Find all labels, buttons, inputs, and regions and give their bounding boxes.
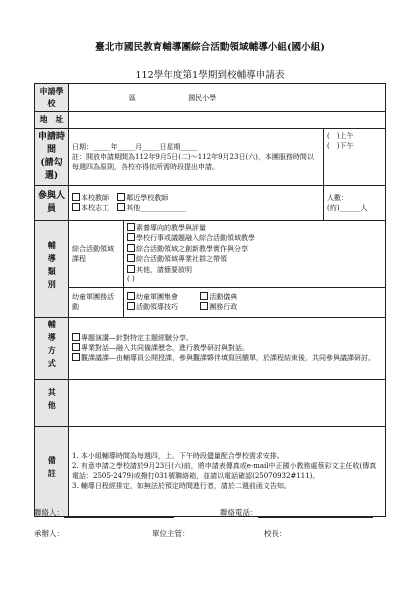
time-date-field[interactable] — [69, 128, 324, 185]
checkbox[interactable] — [127, 254, 135, 262]
method-options: 專題演講—針對特定主題經驗分享。 專業對話—融入共同備課歷念，進行教學研討與對話。 觀課議課—由輔導員公開授課，參與觀課夥伴填寫回饋單，於課程結束後，共同參與議課研討。 — [69, 317, 386, 379]
pm-option[interactable]: ( )下午 — [327, 141, 354, 150]
form-title: 臺北市國民教育輔導團綜合活動領域輔導小組(國小組) — [95, 42, 325, 53]
date-line: 日期：_____年_____月_____日星期_____ — [72, 142, 198, 151]
application-form-table — [34, 83, 386, 517]
course-options: 素養導向的教學與評量 學校行事或議題融入綜合活動領域教學 綜合活動領域之創新教學實作與分享 綜合活動領域專業社群之帶領 其他，請簡要敘明 ( ) — [124, 220, 386, 287]
checkbox[interactable] — [127, 292, 135, 300]
checkbox[interactable] — [72, 193, 80, 201]
participants-label: 參與人員 — [35, 185, 69, 220]
time-note: 註：開放申請期間為112年9月5日(二)～112年9月23日(六)，本團服務時間以每週四為原則，各校亦得依所需時段提出申請。 — [72, 152, 314, 171]
school-type-label: 國民小學 — [188, 93, 217, 102]
note-item: 1. 本小組輔導時間為每週四，上、下午時段儘量配合學校需求安排。 — [72, 451, 284, 460]
checkbox[interactable] — [72, 343, 80, 351]
handler-signature: 承辦人： — [34, 529, 64, 538]
checkbox[interactable] — [127, 233, 135, 241]
supervisor-signature: 單位主管： — [152, 529, 190, 538]
category-label: 輔導類別 — [35, 220, 69, 317]
time-label: 申請時間 (請勾選) — [35, 128, 69, 185]
contact-phone[interactable]: 聯絡電話： — [220, 507, 373, 518]
checkbox[interactable] — [127, 223, 135, 231]
checkbox[interactable] — [117, 193, 125, 201]
note-item: 2. 有意申請之學校請於9月23日(六)前，將申請表傳真或e-mail中正國小教務處蔡彩文主任收(傳真電話：2505-2479)或撥打031號聯絡箱，並請以電話確認(25070932#111)。 — [72, 461, 377, 481]
checkbox[interactable] — [127, 265, 135, 273]
am-option[interactable]: ( )上午 — [327, 131, 354, 140]
participants-options: 本校教師 鄰近學校教師 本校志工 其他_____________ — [69, 185, 324, 220]
notes-label: 備註 — [35, 426, 69, 516]
checkbox[interactable] — [200, 302, 208, 310]
course-group-label: 綜合活動領域課程 — [69, 220, 124, 287]
principal-signature: 校長： — [264, 529, 287, 538]
method-label: 輔導方式 — [35, 317, 69, 379]
other-field[interactable] — [69, 379, 386, 426]
checkbox[interactable] — [72, 333, 80, 341]
address-field[interactable] — [69, 112, 386, 129]
ampm-field[interactable] — [324, 128, 386, 185]
other-label: 其他 — [35, 379, 69, 426]
checkbox[interactable] — [127, 302, 135, 310]
scout-group-label: 幼童軍團務活動 — [69, 287, 124, 317]
form-subtitle: 112學年度第1學期到校輔導申請表 — [135, 70, 285, 81]
checkbox[interactable] — [200, 292, 208, 300]
checkbox[interactable] — [117, 203, 125, 211]
participant-count[interactable]: 人數： (約)______人 — [324, 185, 386, 220]
school-field[interactable] — [69, 84, 386, 112]
checkbox[interactable] — [72, 353, 80, 361]
address-label: 地 址 — [35, 112, 69, 129]
checkbox[interactable] — [127, 244, 135, 252]
school-label: 申請學校 — [35, 84, 69, 112]
district-label: 區 — [129, 93, 136, 102]
checkbox[interactable] — [72, 203, 80, 211]
scout-options: 幼童軍團集會 活動儀典 活動領導技巧 團務行政 — [124, 287, 386, 317]
note-item: 3. 輔導日程經排定，如無法於預定時間進行者，請於二週前函文告知。 — [72, 482, 291, 491]
notes-content — [69, 426, 386, 516]
contact-person[interactable]: 聯絡人： — [34, 507, 174, 518]
